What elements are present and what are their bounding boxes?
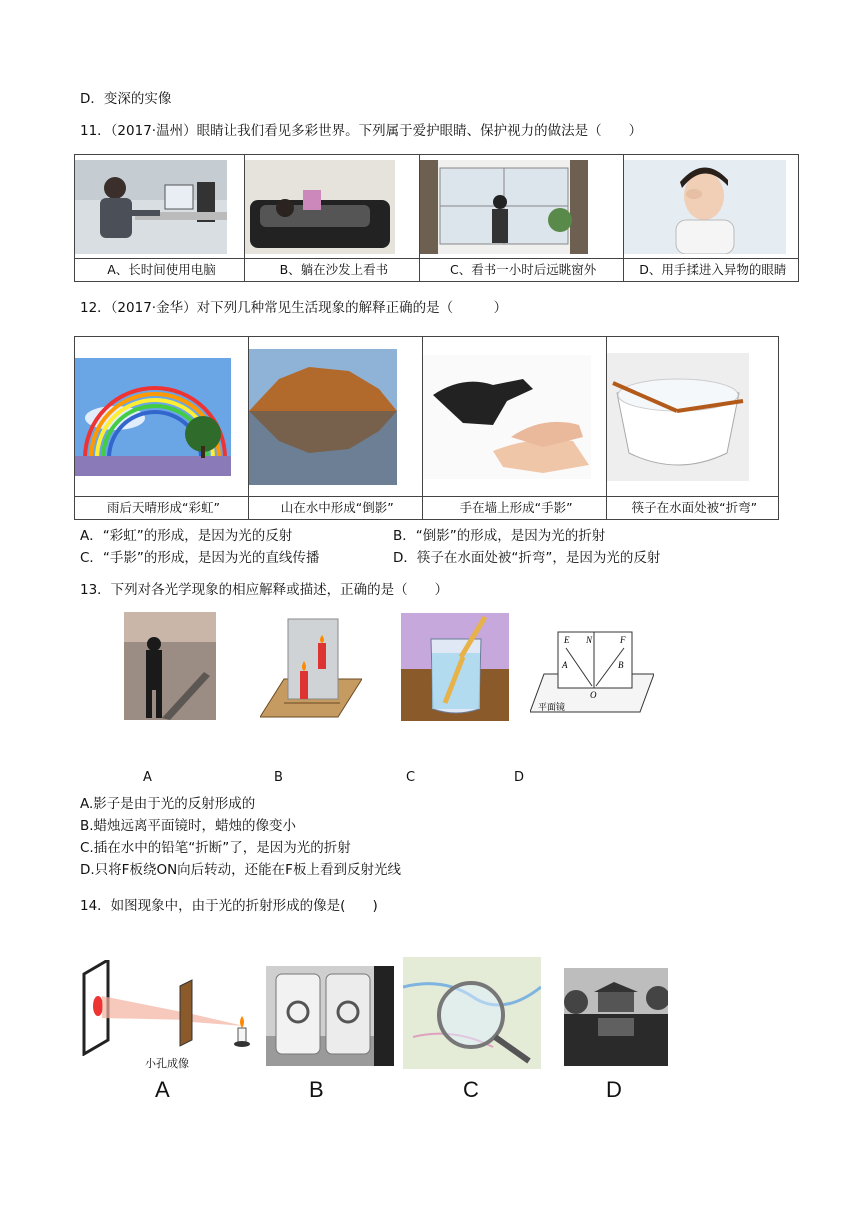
hand-shadow-photo	[423, 355, 591, 479]
q11-image-table	[74, 154, 799, 282]
q13-label-c: C	[406, 770, 416, 785]
pavilion-reflection-photo	[564, 968, 668, 1066]
reflection-law-diagram	[530, 630, 654, 718]
q11-option-a: A、长时间使用电脑	[75, 259, 245, 282]
diagram-label-f: F	[620, 635, 626, 645]
pinhole-caption: 小孔成像	[145, 1057, 189, 1070]
q13-answer-a: A.影子是由于光的反射形成的	[80, 796, 256, 812]
q12-caption-rainbow: 雨后天晴形成“彩虹”	[75, 497, 249, 520]
chopstick-bowl-photo	[607, 353, 749, 481]
q12-caption-hand-shadow: 手在墙上形成“手影”	[422, 497, 606, 520]
q13-answer-c: C.插在水中的铅笔“折断”了，是因为光的折射	[80, 840, 351, 856]
magnifier-map-photo	[403, 957, 541, 1069]
computer-user-photo	[75, 160, 227, 254]
eye-rubbing-photo	[624, 160, 786, 254]
q12-stem: 12．（2017·金华）对下列几种常见生活现象的解释正确的是（ ）	[80, 300, 508, 316]
cups-photo	[266, 966, 394, 1066]
rainbow-photo	[75, 358, 231, 476]
q13-stem: 13．下列对各光学现象的相应解释或描述，正确的是（ ）	[80, 582, 449, 598]
q12-answer-a: A．“彩虹”的形成，是因为光的反射	[80, 528, 293, 544]
sofa-reading-photo	[245, 160, 395, 254]
q13-answer-b: B.蜡烛远离平面镜时，蜡烛的像变小	[80, 818, 297, 834]
q13-label-a: A	[143, 770, 152, 785]
q14-label-b: B	[309, 1077, 324, 1102]
q12-caption-chopstick: 筷子在水面处被“折弯”	[606, 497, 778, 520]
q11-stem: 11．（2017·温州）眼睛让我们看见多彩世界。下列属于爱护眼睛、保护视力的做法是（ ）	[80, 123, 643, 139]
q11-option-b: B、躺在沙发上看书	[245, 259, 420, 282]
diagram-label-o: O	[590, 690, 597, 700]
q12-answer-b: B．“倒影”的形成，是因为光的折射	[393, 528, 606, 544]
diagram-label-b: B	[618, 660, 624, 670]
window-gazing-photo	[420, 160, 588, 254]
q12-answer-c: C．“手影”的形成，是因为光的直线传播	[80, 550, 320, 566]
q11-option-d: D、用手揉进入异物的眼睛	[623, 259, 798, 282]
q13-label-d: D	[514, 770, 525, 785]
q14-label-d: D	[606, 1077, 622, 1102]
q14-stem: 14．如图现象中，由于光的折射形成的像是( )	[80, 898, 378, 914]
q12-image-table	[74, 336, 779, 520]
mountain-reflection-photo	[249, 349, 397, 485]
q13-answer-d: D.只将F板绕ON向后转动，还能在F板上看到反射光线	[80, 862, 401, 878]
q11-option-c: C、看书一小时后远眺窗外	[419, 259, 623, 282]
q12-answer-d: D．筷子在水面处被“折弯”，是因为光的反射	[393, 550, 661, 566]
plane-mirror-label: 平面镜	[538, 703, 566, 713]
q12-caption-reflection: 山在水中形成“倒影”	[249, 497, 423, 520]
q14-label-a: A	[155, 1077, 170, 1102]
q14-label-c: C	[463, 1077, 479, 1102]
pencil-in-water-image	[401, 613, 509, 721]
shadow-person-image	[124, 612, 216, 720]
pinhole-imaging-diagram	[80, 960, 256, 1056]
candle-mirror-diagram	[260, 617, 362, 719]
diagram-label-e: E	[564, 635, 570, 645]
q10-option-d: D．变深的实像	[80, 91, 172, 107]
diagram-label-a: A	[562, 660, 568, 670]
diagram-label-n: N	[586, 635, 593, 645]
q13-label-b: B	[274, 770, 283, 785]
